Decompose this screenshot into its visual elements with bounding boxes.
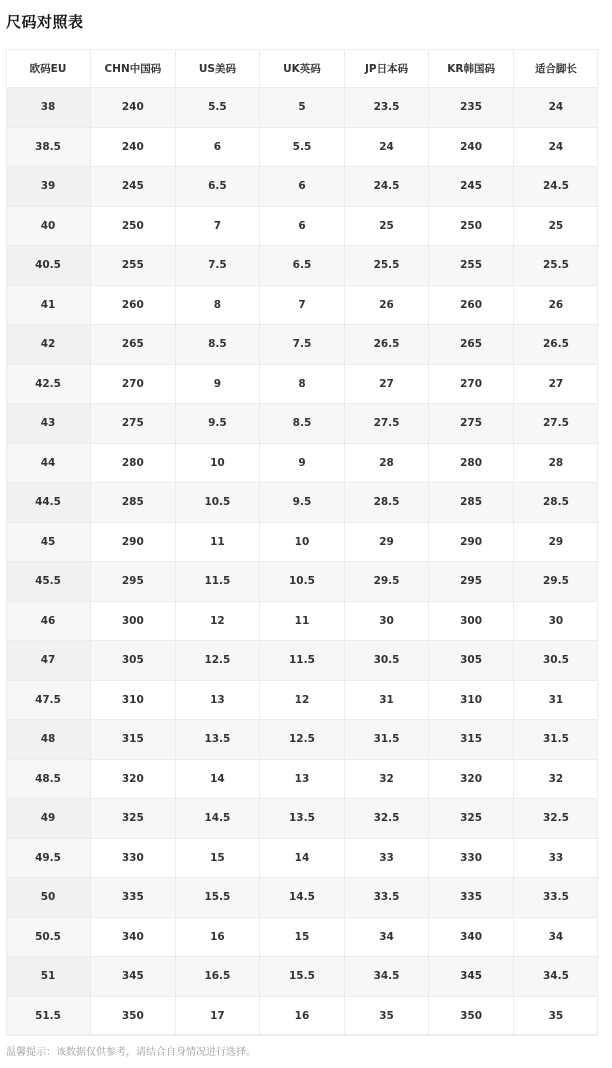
cell-col-kr: 325 <box>429 799 514 839</box>
table-body <box>6 88 598 1036</box>
cell-col-foot-length: 32.5 <box>513 799 598 839</box>
cell-col-kr: 330 <box>429 838 514 878</box>
cell-col-jp: 32.5 <box>344 799 429 839</box>
cell-col-chn: 340 <box>91 917 176 957</box>
cell-col-foot-length: 34.5 <box>513 957 598 997</box>
cell-col-uk: 5.5 <box>260 127 345 167</box>
cell-col-chn: 315 <box>91 720 176 760</box>
cell-col-jp: 26 <box>344 285 429 325</box>
cell-col-kr: 310 <box>429 680 514 720</box>
cell-col-jp: 31 <box>344 680 429 720</box>
cell-col-jp: 33 <box>344 838 429 878</box>
table-row <box>6 878 598 918</box>
cell-col-eu: 46 <box>6 601 91 641</box>
cell-col-uk: 12 <box>260 680 345 720</box>
cell-col-foot-length: 29 <box>513 522 598 562</box>
cell-col-chn: 320 <box>91 759 176 799</box>
table-row <box>6 127 598 167</box>
cell-col-kr: 300 <box>429 601 514 641</box>
cell-col-eu: 48 <box>6 720 91 760</box>
cell-col-eu: 50 <box>6 878 91 918</box>
cell-col-jp: 28 <box>344 443 429 483</box>
cell-col-eu: 51 <box>6 957 91 997</box>
cell-col-foot-length: 31.5 <box>513 720 598 760</box>
cell-col-chn: 240 <box>91 88 176 128</box>
cell-col-chn: 345 <box>91 957 176 997</box>
table-row <box>6 759 598 799</box>
cell-col-uk: 15 <box>260 917 345 957</box>
table-row <box>6 799 598 839</box>
cell-col-eu: 42 <box>6 325 91 365</box>
cell-col-uk: 9 <box>260 443 345 483</box>
cell-col-kr: 305 <box>429 641 514 681</box>
cell-col-foot-length: 28 <box>513 443 598 483</box>
cell-col-chn: 285 <box>91 483 176 523</box>
cell-col-us: 17 <box>175 996 260 1036</box>
cell-col-chn: 240 <box>91 127 176 167</box>
table-row <box>6 957 598 997</box>
cell-col-eu: 38.5 <box>6 127 91 167</box>
cell-col-eu: 45.5 <box>6 562 91 602</box>
cell-col-kr: 265 <box>429 325 514 365</box>
cell-col-chn: 305 <box>91 641 176 681</box>
cell-col-chn: 280 <box>91 443 176 483</box>
cell-col-foot-length: 32 <box>513 759 598 799</box>
page-title: 尺码对照表 <box>6 13 84 31</box>
cell-col-us: 5.5 <box>175 88 260 128</box>
cell-col-us: 16 <box>175 917 260 957</box>
table-row <box>6 167 598 207</box>
cell-col-chn: 290 <box>91 522 176 562</box>
cell-col-kr: 295 <box>429 562 514 602</box>
cell-col-chn: 330 <box>91 838 176 878</box>
cell-col-uk: 10.5 <box>260 562 345 602</box>
table-row <box>6 246 598 286</box>
cell-col-jp: 29.5 <box>344 562 429 602</box>
header-col-chn: CHN中国码 <box>91 49 176 88</box>
cell-col-us: 6.5 <box>175 167 260 207</box>
cell-col-foot-length: 33 <box>513 838 598 878</box>
header-col-us: US美码 <box>175 49 260 88</box>
cell-col-us: 10.5 <box>175 483 260 523</box>
cell-col-uk: 8.5 <box>260 404 345 444</box>
cell-col-foot-length: 26.5 <box>513 325 598 365</box>
cell-col-chn: 275 <box>91 404 176 444</box>
table-row <box>6 996 598 1036</box>
cell-col-kr: 350 <box>429 996 514 1036</box>
cell-col-kr: 340 <box>429 917 514 957</box>
table-row <box>6 641 598 681</box>
table-header-row <box>6 49 598 88</box>
cell-col-eu: 45 <box>6 522 91 562</box>
cell-col-chn: 335 <box>91 878 176 918</box>
cell-col-uk: 7 <box>260 285 345 325</box>
cell-col-uk: 13.5 <box>260 799 345 839</box>
cell-col-eu: 47.5 <box>6 680 91 720</box>
cell-col-kr: 345 <box>429 957 514 997</box>
cell-col-eu: 49.5 <box>6 838 91 878</box>
cell-col-jp: 30.5 <box>344 641 429 681</box>
cell-col-jp: 25 <box>344 206 429 246</box>
cell-col-chn: 325 <box>91 799 176 839</box>
cell-col-foot-length: 26 <box>513 285 598 325</box>
table-row <box>6 680 598 720</box>
cell-col-eu: 47 <box>6 641 91 681</box>
cell-col-us: 11.5 <box>175 562 260 602</box>
cell-col-us: 13 <box>175 680 260 720</box>
cell-col-uk: 12.5 <box>260 720 345 760</box>
header-col-kr: KR韩国码 <box>429 49 514 88</box>
cell-col-uk: 6 <box>260 167 345 207</box>
cell-col-chn: 295 <box>91 562 176 602</box>
cell-col-eu: 43 <box>6 404 91 444</box>
cell-col-us: 14.5 <box>175 799 260 839</box>
cell-col-foot-length: 34 <box>513 917 598 957</box>
cell-col-chn: 245 <box>91 167 176 207</box>
cell-col-jp: 23.5 <box>344 88 429 128</box>
cell-col-jp: 25.5 <box>344 246 429 286</box>
cell-col-foot-length: 27.5 <box>513 404 598 444</box>
cell-col-kr: 255 <box>429 246 514 286</box>
cell-col-uk: 15.5 <box>260 957 345 997</box>
cell-col-us: 10 <box>175 443 260 483</box>
header-col-eu: 欧码EU <box>6 49 91 88</box>
table-row <box>6 443 598 483</box>
cell-col-eu: 49 <box>6 799 91 839</box>
cell-col-eu: 40 <box>6 206 91 246</box>
cell-col-chn: 270 <box>91 364 176 404</box>
cell-col-uk: 16 <box>260 996 345 1036</box>
table-row <box>6 206 598 246</box>
cell-col-chn: 265 <box>91 325 176 365</box>
cell-col-kr: 275 <box>429 404 514 444</box>
cell-col-jp: 27.5 <box>344 404 429 444</box>
cell-col-us: 16.5 <box>175 957 260 997</box>
table-row <box>6 325 598 365</box>
cell-col-us: 7 <box>175 206 260 246</box>
cell-col-uk: 14.5 <box>260 878 345 918</box>
cell-col-jp: 35 <box>344 996 429 1036</box>
cell-col-foot-length: 25.5 <box>513 246 598 286</box>
cell-col-foot-length: 35 <box>513 996 598 1036</box>
table-row <box>6 838 598 878</box>
cell-col-kr: 280 <box>429 443 514 483</box>
header-col-foot-length: 适合脚长 <box>513 49 598 88</box>
cell-col-jp: 31.5 <box>344 720 429 760</box>
cell-col-foot-length: 28.5 <box>513 483 598 523</box>
table-row <box>6 364 598 404</box>
cell-col-uk: 6 <box>260 206 345 246</box>
cell-col-foot-length: 24.5 <box>513 167 598 207</box>
table-row <box>6 88 598 128</box>
cell-col-us: 8.5 <box>175 325 260 365</box>
table-row <box>6 522 598 562</box>
cell-col-kr: 245 <box>429 167 514 207</box>
footer-note: 温馨提示：该数据仅供参考，请结合自身情况进行选择。 <box>6 1047 256 1058</box>
header-col-uk: UK英码 <box>260 49 345 88</box>
cell-col-uk: 11.5 <box>260 641 345 681</box>
cell-col-us: 12.5 <box>175 641 260 681</box>
cell-col-eu: 42.5 <box>6 364 91 404</box>
cell-col-us: 12 <box>175 601 260 641</box>
cell-col-eu: 44 <box>6 443 91 483</box>
table-row <box>6 917 598 957</box>
cell-col-kr: 290 <box>429 522 514 562</box>
cell-col-foot-length: 24 <box>513 127 598 167</box>
cell-col-jp: 30 <box>344 601 429 641</box>
cell-col-chn: 300 <box>91 601 176 641</box>
cell-col-foot-length: 25 <box>513 206 598 246</box>
cell-col-uk: 5 <box>260 88 345 128</box>
cell-col-kr: 235 <box>429 88 514 128</box>
table-row <box>6 720 598 760</box>
cell-col-eu: 44.5 <box>6 483 91 523</box>
cell-col-uk: 10 <box>260 522 345 562</box>
table-row <box>6 483 598 523</box>
cell-col-us: 15 <box>175 838 260 878</box>
cell-col-foot-length: 30 <box>513 601 598 641</box>
cell-col-us: 8 <box>175 285 260 325</box>
cell-col-kr: 315 <box>429 720 514 760</box>
cell-col-uk: 13 <box>260 759 345 799</box>
cell-col-chn: 350 <box>91 996 176 1036</box>
cell-col-jp: 33.5 <box>344 878 429 918</box>
cell-col-uk: 8 <box>260 364 345 404</box>
cell-col-chn: 250 <box>91 206 176 246</box>
cell-col-foot-length: 31 <box>513 680 598 720</box>
cell-col-kr: 320 <box>429 759 514 799</box>
cell-col-uk: 7.5 <box>260 325 345 365</box>
cell-col-us: 11 <box>175 522 260 562</box>
cell-col-uk: 11 <box>260 601 345 641</box>
size-chart-table <box>6 49 598 1036</box>
cell-col-jp: 29 <box>344 522 429 562</box>
cell-col-kr: 260 <box>429 285 514 325</box>
cell-col-us: 14 <box>175 759 260 799</box>
cell-col-eu: 40.5 <box>6 246 91 286</box>
cell-col-us: 15.5 <box>175 878 260 918</box>
cell-col-us: 6 <box>175 127 260 167</box>
cell-col-kr: 270 <box>429 364 514 404</box>
cell-col-jp: 24 <box>344 127 429 167</box>
header-col-jp: JP日本码 <box>344 49 429 88</box>
table-row <box>6 601 598 641</box>
table-row <box>6 404 598 444</box>
cell-col-chn: 260 <box>91 285 176 325</box>
cell-col-us: 13.5 <box>175 720 260 760</box>
cell-col-chn: 255 <box>91 246 176 286</box>
cell-col-eu: 50.5 <box>6 917 91 957</box>
cell-col-uk: 9.5 <box>260 483 345 523</box>
cell-col-kr: 335 <box>429 878 514 918</box>
cell-col-us: 9.5 <box>175 404 260 444</box>
cell-col-foot-length: 33.5 <box>513 878 598 918</box>
table-row <box>6 285 598 325</box>
cell-col-eu: 38 <box>6 88 91 128</box>
cell-col-jp: 34 <box>344 917 429 957</box>
cell-col-jp: 24.5 <box>344 167 429 207</box>
cell-col-foot-length: 29.5 <box>513 562 598 602</box>
cell-col-kr: 285 <box>429 483 514 523</box>
cell-col-jp: 34.5 <box>344 957 429 997</box>
cell-col-eu: 51.5 <box>6 996 91 1036</box>
cell-col-us: 9 <box>175 364 260 404</box>
cell-col-eu: 39 <box>6 167 91 207</box>
cell-col-jp: 27 <box>344 364 429 404</box>
cell-col-foot-length: 27 <box>513 364 598 404</box>
cell-col-foot-length: 24 <box>513 88 598 128</box>
cell-col-chn: 310 <box>91 680 176 720</box>
cell-col-uk: 14 <box>260 838 345 878</box>
cell-col-jp: 26.5 <box>344 325 429 365</box>
cell-col-kr: 240 <box>429 127 514 167</box>
cell-col-jp: 28.5 <box>344 483 429 523</box>
cell-col-kr: 250 <box>429 206 514 246</box>
cell-col-jp: 32 <box>344 759 429 799</box>
cell-col-eu: 41 <box>6 285 91 325</box>
table-row <box>6 562 598 602</box>
cell-col-foot-length: 30.5 <box>513 641 598 681</box>
cell-col-uk: 6.5 <box>260 246 345 286</box>
cell-col-us: 7.5 <box>175 246 260 286</box>
cell-col-eu: 48.5 <box>6 759 91 799</box>
